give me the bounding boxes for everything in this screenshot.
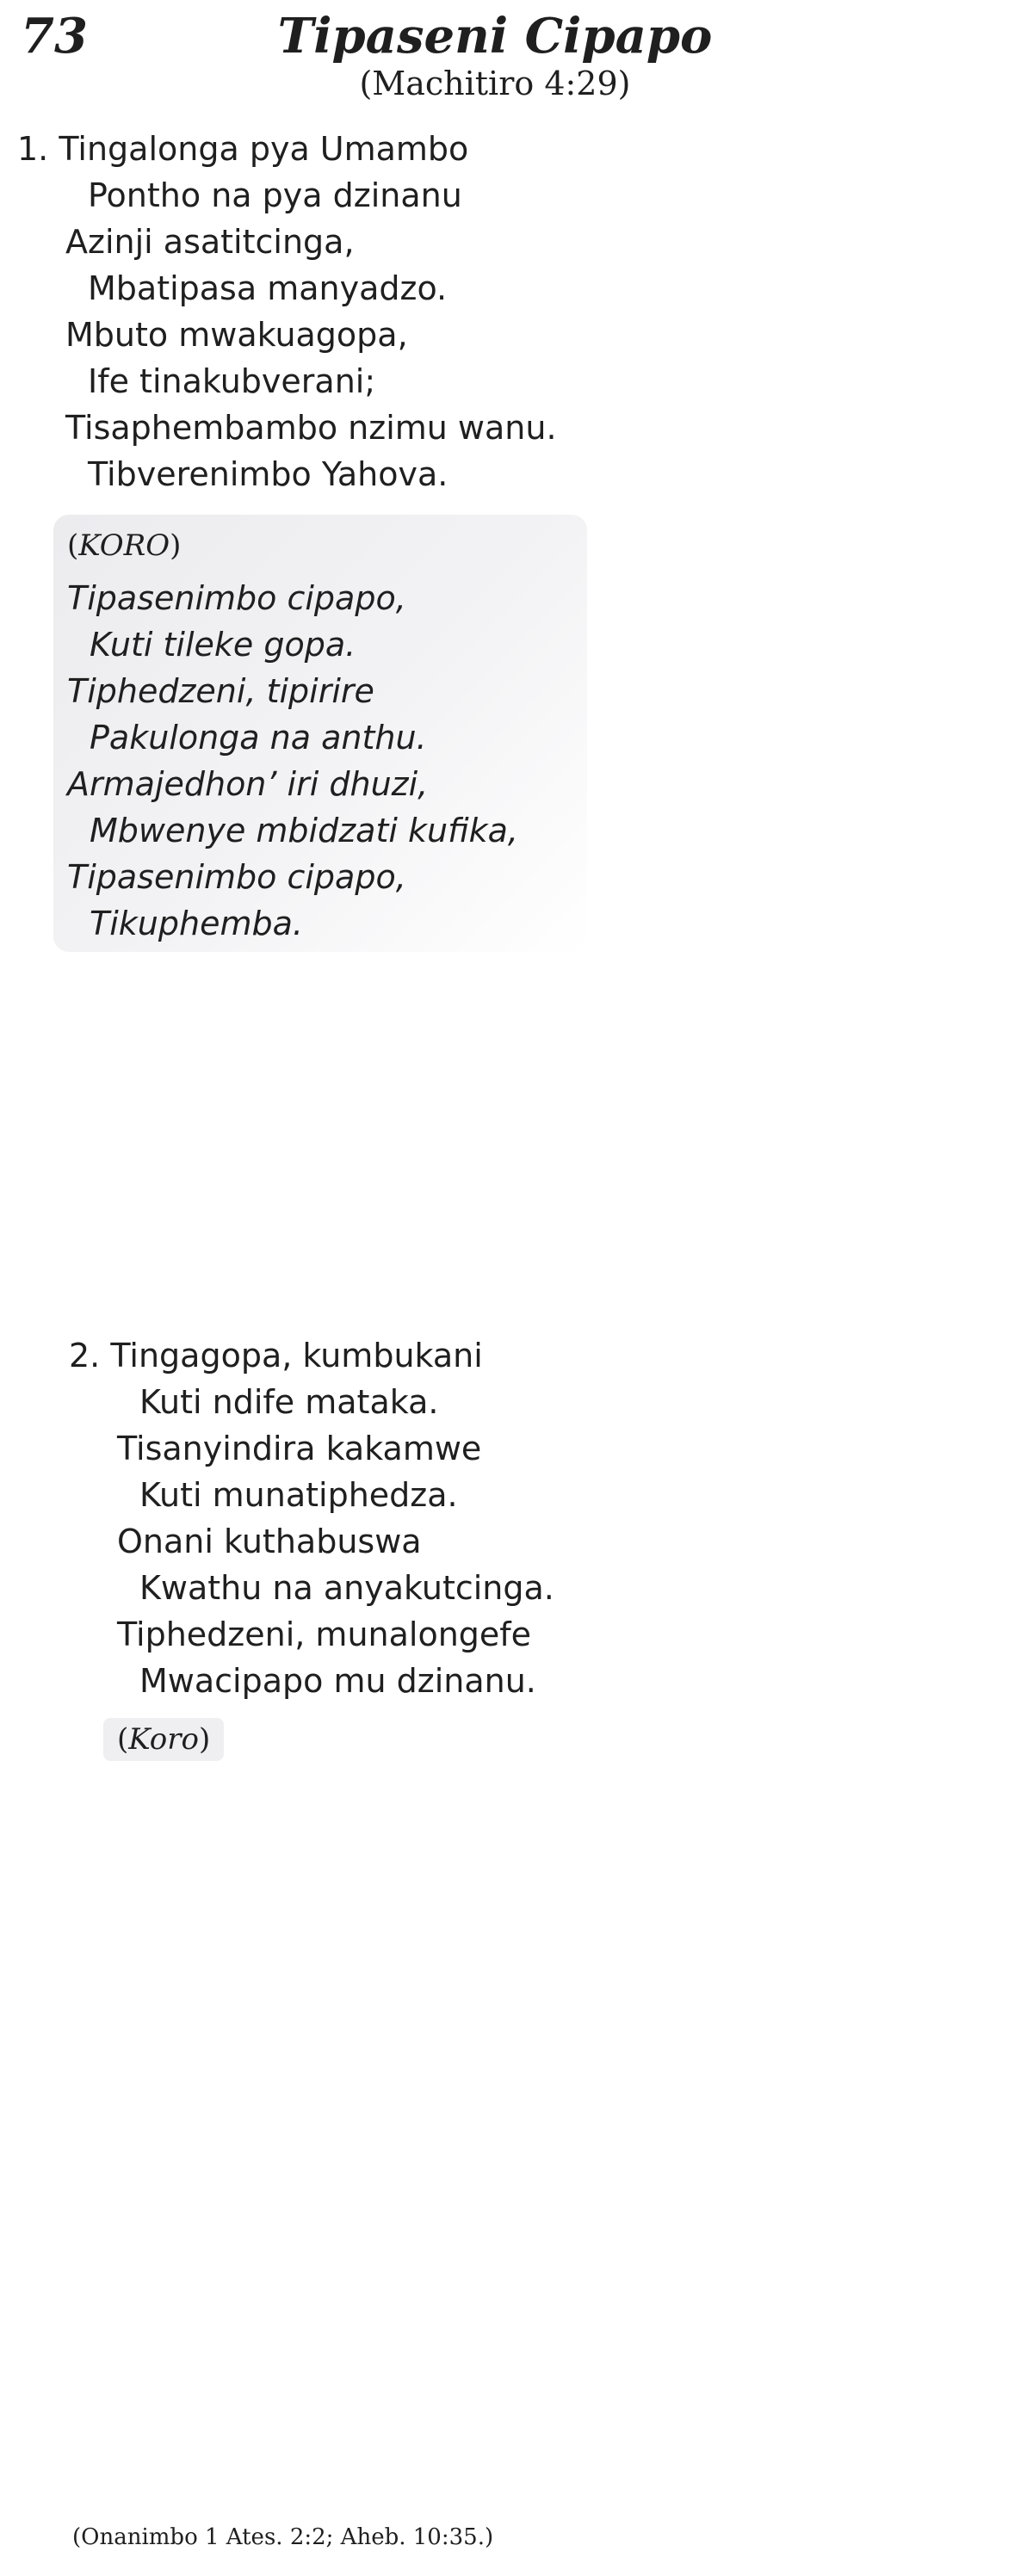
verse-2-line-1: 2. Tingagopa, kumbukani (69, 1332, 554, 1379)
verse-1-line-1: 1. Tingalonga pya Umambo (17, 126, 557, 172)
verse-2-line-4: Kuti munatiphedza. (139, 1476, 458, 1514)
verse-2-line-3: Tisanyindira kakamwe (117, 1430, 482, 1467)
chorus-line-7: Tipasenimbo cipapo, (67, 858, 406, 896)
verse-1-line-5: Mbuto mwakuagopa, (65, 316, 408, 354)
chorus-lines (67, 575, 518, 947)
verse-2-line-6: Kwathu na anyakutcinga. (139, 1569, 554, 1607)
verse-2-line-2: Kuti ndife mataka. (139, 1383, 439, 1421)
verse-1-line-6: Ife tinakubverani; (88, 362, 376, 400)
chorus-line-4: Pakulonga na anthu. (90, 719, 427, 757)
chorus-reference: (Koro) (103, 1718, 224, 1761)
chorus-line-1: Tipasenimbo cipapo, (67, 579, 406, 617)
verse-1-line-3: Azinji asatitcinga, (65, 223, 355, 261)
chorus-label: (KORO) (67, 528, 182, 563)
chorus-line-5: Armajedhon’ iri dhuzi, (67, 765, 429, 803)
verse-1 (17, 126, 557, 497)
song-title: Tipaseni Cipapo (277, 8, 713, 65)
verse-2-line-7: Tiphedzeni, munalongefe (117, 1615, 532, 1653)
verse-2-line-8: Mwacipapo mu dzinanu. (139, 1662, 536, 1700)
chorus-line-8: Tikuphemba. (90, 905, 303, 942)
chorus-line-6: Mbwenye mbidzati kufika, (90, 812, 518, 849)
verse-2-number: 2. (69, 1337, 101, 1374)
verse-2-line-5: Onani kuthabuswa (117, 1523, 422, 1560)
verse-1-body (17, 172, 557, 497)
chorus-line-2: Kuti tileke gopa. (90, 626, 356, 664)
verse-1-line-7: Tisaphembambo nzimu wanu. (65, 409, 557, 447)
chorus-box (53, 515, 587, 952)
verse-2-body (69, 1379, 554, 1704)
song-number: 73 (21, 8, 88, 65)
verse-1-number: 1. (17, 130, 49, 168)
chorus-line-3: Tiphedzeni, tipirire (67, 672, 374, 710)
verse-1-line-8: Tibverenimbo Yahova. (88, 455, 448, 493)
verse-1-line-4: Mbatipasa manyadzo. (88, 269, 448, 307)
verse-2 (69, 1332, 554, 1704)
scripture-reference: (Machitiro 4:29) (359, 65, 631, 102)
footnote-references: (Onanimbo 1 Ates. 2:2; Aheb. 10:35.) (72, 2524, 494, 2550)
verse-1-line-2: Pontho na pya dzinanu (88, 176, 462, 214)
